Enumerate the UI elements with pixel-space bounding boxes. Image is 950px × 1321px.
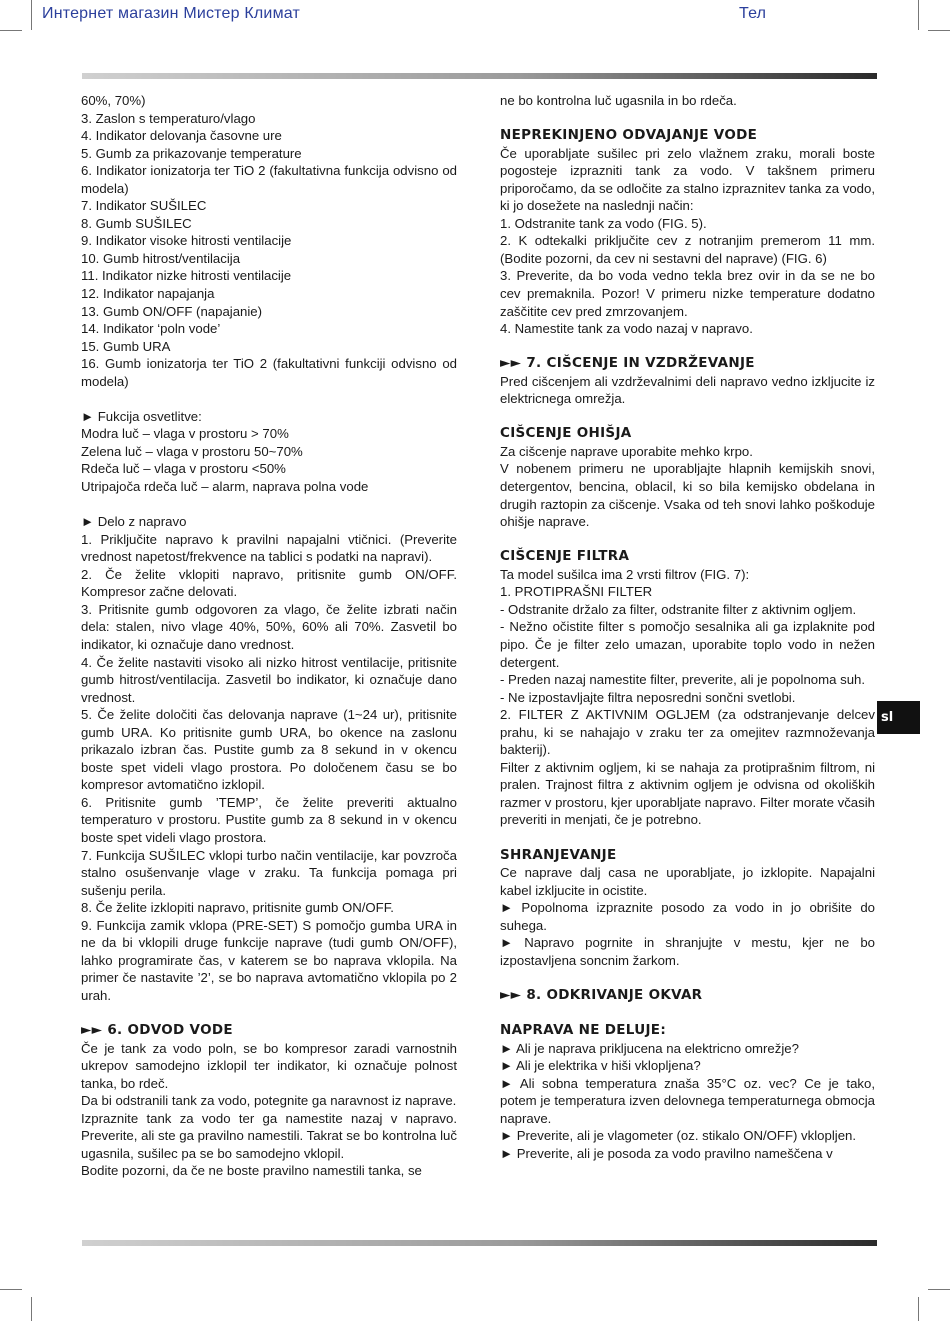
crop-mark [918, 0, 919, 30]
paragraph: 8. Gumb SUŠILEC [81, 215, 192, 231]
paragraph: - Preden nazaj namestite filter, preverite, ali je popolnoma suh. [500, 672, 866, 688]
header-phone-label: Тел [739, 5, 767, 22]
paragraph: ► Fukcija osvetlitve: [81, 408, 202, 424]
paragraph: 3. Preverite, da bo voda vedno tekla brez ovir in da se ne bo cev premaknila. Pozor! V primeru nizke temperature dodatno zaščitite cev pred zmrzovanjem. [500, 268, 875, 319]
paragraph: 13. Gumb ON/OFF (napajanie) [81, 303, 263, 319]
paragraph: ► Popolnoma izpraznite posodo za vodo in jo obrišite do suhega. [500, 900, 875, 933]
crop-mark [928, 1289, 950, 1290]
paragraph-spacer [81, 496, 457, 514]
paragraph: 1. PROTIPRAŠNI FILTER [500, 584, 653, 600]
paragraph: ► Preverite, ali je posoda za vodo pravilno nameščena v [500, 1145, 833, 1161]
paragraph: 1. Odstranite tank za vodo (FIG. 5). [500, 215, 707, 231]
paragraph-spacer [500, 969, 875, 987]
paragraph: - Nežno očistite filter s pomočjo sesalnika ali ga izplaknite pod pipo. Če je filter zelo umazan, uporabite toplo vodo in nežen detergent. [500, 619, 875, 670]
paragraph: 3. Zaslon s temperaturo/vlago [81, 110, 256, 126]
paragraph-spacer [81, 1004, 457, 1022]
paragraph: 5. Gumb za prikazovanje temperature [81, 145, 302, 161]
paragraph: 7. Indikator SUŠILEC [81, 198, 207, 214]
paragraph: Ta model sušilca ima 2 vrsti filtrov (FIG. 7): [500, 566, 750, 582]
paragraph-spacer [500, 829, 875, 847]
paragraph: ne bo kontrolna luč ugasnila in bo rdeča. [500, 93, 737, 108]
paragraph: ► Napravo pogrnite in shranjujte v mestu, kjer ne bo izpostavljena soncnim žarkom. [500, 935, 875, 968]
paragraph-spacer [500, 110, 875, 128]
section-heading: CIŠCENJE FILTRA [500, 548, 630, 565]
crop-mark [0, 30, 22, 31]
paragraph: 16. Gumb ionizatorja ter TiO 2 (fakultativni funkciji odvisno od modela) [81, 356, 457, 389]
paragraph: Modra luč – vlaga v prostoru > 70% [81, 426, 289, 442]
language-tab: sl [877, 701, 920, 734]
paragraph: ► Ali je naprava prikljucena na elektricno omrežje? [500, 1040, 799, 1056]
paragraph: Filter z aktivnim ogljem, ki se nahaja za protiprašnim filtrom, ni pralen. Trajnost filtra z aktivnim ogljem je odvisna od okoliških razmer v prostoru, kjer uporabljate napravo. Filter morate včasih preveriti in menjati, če je potrebno. [500, 759, 875, 828]
paragraph: ► Preverite, ali je vlagometer (oz. stikalo ON/OFF) vklopljen. [500, 1128, 857, 1144]
paragraph: 4. Če želite nastaviti visoko ali nizko hitrost ventilacije, pritisnite gumb hitrost/ventilacija. Zasvetil bo indikator, ki označuje dano vrednost. [81, 654, 457, 705]
paragraph: Bodite pozorni, da če ne boste pravilno namestili tanka, se [81, 1163, 422, 1179]
crop-mark [31, 0, 32, 30]
right-text-column [500, 92, 875, 1162]
paragraph: Zelena luč – vlaga v prostoru 50~70% [81, 443, 303, 459]
header-shop-name[interactable]: Интернет магазин Мистер Климат [42, 5, 301, 22]
paragraph: 3. Pritisnite gumb odgovoren za vlago, če želite izbrati način dela: stalen, nivo vlage 40%, 50%, 60% ali 70%. Zasvetil bo indikator, ki označuje dano vrednost. [81, 601, 457, 652]
paragraph: 6. Pritisnite gumb ’TEMP’, če želite preveriti aktualno temperaturo v prostoru. Pustite gumb za 8 sekund in v okencu boste spet videli vlago prostora. [81, 794, 457, 845]
crop-mark [31, 1297, 32, 1321]
section-heading: NEPREKINJENO ODVAJANJE VODE [500, 127, 758, 144]
paragraph: 2. Če želite vklopiti napravo, pritisnite gumb ON/OFF. Kompresor začne delovati. [81, 566, 457, 600]
paragraph: 4. Indikator delovanja časovne ure [81, 128, 282, 144]
paragraph: Ce naprave dalj casa ne uporabljate, jo izklopite. Napajalni kabel izkljucite in ocistite. [500, 865, 875, 898]
paragraph: Če je tank za vodo poln, se bo kompresor zaradi varnostnih ukrepov samodejno izklopil ter indikator, ki označuje polnost tanka, bo rdeč. [81, 1040, 457, 1091]
paragraph: - Ne izpostavljajte filtra neposredni sončni svetlobi. [500, 689, 796, 705]
paragraph: ► Delo z napravo [81, 514, 187, 530]
bottom-gradient-rule [82, 1240, 877, 1246]
paragraph: Da bi odstranili tank za vodo, potegnite ga naravnost iz naprave. [81, 1093, 457, 1109]
paragraph: Utripajoča rdeča luč – alarm, naprava polna vode [81, 479, 369, 495]
paragraph-spacer [500, 408, 875, 426]
paragraph: 12. Indikator napajanja [81, 286, 215, 302]
paragraph: 11. Indikator nizke hitrosti ventilacije [81, 268, 292, 284]
paragraph: - Odstranite držalo za filter, odstranite filter z aktivnim ogljem. [500, 601, 857, 617]
paragraph: 9. Funkcija zamik vklopa (PRE-SET) S pomočjo gumba URA in ne da bi vklopili druge funkcije naprave (tudi gumb ON/OFF), lahko programirate čas, v katerem se bo naprava vklopila. Na primer če nastavite ’2’, se bo naprava avtomatično vklopila po 2 urah. [81, 917, 457, 1003]
top-gradient-rule [82, 73, 877, 79]
paragraph-spacer [500, 531, 875, 549]
paragraph: 8. Če želite izklopiti napravo, pritisnite gumb ON/OFF. [81, 900, 394, 916]
paragraph: 4. Namestite tank za vodo nazaj v napravo. [500, 321, 753, 337]
paragraph: 2. FILTER Z AKTIVNIM OGLJEM (za odstranjevanje delcev prahu, ki se nahajajo v zraku ter za omejitev razmnoževanja bakterij). [500, 707, 875, 758]
paragraph: 15. Gumb URA [81, 338, 171, 354]
paragraph-spacer [500, 1004, 875, 1022]
paragraph: 2. K odtekalki priključite cev z notranjim premerom 11 mm. (Bodite pozorni, da cev ni sestavni del naprave) (FIG. 6) [500, 233, 875, 266]
paragraph: 7. Funkcija SUŠILEC vklopi turbo način ventilacije, kar povzroča stalno osušenvanje vlage v zraku. Ta funkcija pomaga pri sušenju perila. [81, 847, 457, 898]
section-heading: NAPRAVA NE DELUJE: [500, 1021, 667, 1038]
paragraph: Za cišcenje naprave uporabite mehko krpo. [500, 443, 753, 459]
paragraph: 1. Priključite napravo k pravilni napajalni vtičnici. (Preverite vrednost napetost/frekvence na tablici s podatki na napravi). [81, 531, 457, 565]
paragraph: 60%, 70%) [81, 93, 146, 108]
paragraph: 9. Indikator visoke hitrosti ventilacije [81, 233, 292, 249]
paragraph: Če uporabljate sušilec pri zelo vlažnem zraku, morali boste pogosteje izprazniti tank za vodo. V takšnem primeru priporočamo, da se odločite za stalno izpraznitev tanka za vodo, ki jo dosežete na naslednji način: [500, 145, 875, 214]
paragraph: Izpraznite tank za vodo ter ga namestite nazaj v napravo. Preverite, ali ste ga pravilno namestili. Takrat se bo kontrolna luč ugasnila, sušilec pa se bo samodejno vklopil. [81, 1110, 457, 1161]
left-text-column [81, 92, 457, 1180]
paragraph: ► Ali je elektrika v hiši vklopljena? [500, 1058, 701, 1074]
section-heading: ►► 8. ODKRIVANJE OKVAR [500, 986, 703, 1003]
section-heading: ►► 6. ODVOD VODE [81, 1021, 233, 1038]
paragraph: 14. Indikator ‘poln vode’ [81, 321, 221, 337]
paragraph: 10. Gumb hitrost/ventilacija [81, 250, 241, 266]
paragraph-spacer [500, 338, 875, 356]
crop-mark [928, 30, 950, 31]
section-heading: ►► 7. CIŠCENJE IN VZDRŽEVANJE [500, 355, 755, 372]
paragraph: 5. Če želite določiti čas delovanja naprave (1~24 ur), pritisnite gumb URA. Ko pritisnite gumb URA, bo okence na zaslonu prikazalo izbran čas. Pustite gumb za 8 sekund in v okencu boste spet videli vlago prostora. Po določenem času se bo kompresor avtomatično izklopil. [81, 707, 457, 793]
crop-mark [918, 1297, 919, 1321]
paragraph: Rdeča luč – vlaga v prostoru <50% [81, 461, 286, 477]
paragraph: ► Ali sobna temperatura znaša 35°C oz. vec? Ce je tako, potem je temperatura izven delovnega temperaturnega obmocja naprave. [500, 1075, 875, 1126]
paragraph: Pred cišcenjem ali vzdrževalnimi deli napravo vedno izkljucite iz elektricnega omrežja. [500, 373, 875, 407]
section-heading: CIŠCENJE OHIŠJA [500, 425, 632, 442]
paragraph-spacer [81, 390, 457, 408]
paragraph: 6. Indikator ionizatorja ter TiO 2 (fakultativna funkcija odvisno od modela) [81, 163, 457, 196]
section-heading: SHRANJEVANJE [500, 846, 617, 863]
paragraph: V nobenem primeru ne uporabljajte hlapnih kemijskih snovi, detergentov, bencina, oblacil, ki so bila kemijsko obdelana in drugih raztopin za cišcenje. Vsaka od teh snovi lahko poškoduje ohišje naprave. [500, 461, 875, 530]
crop-mark [0, 1289, 22, 1290]
